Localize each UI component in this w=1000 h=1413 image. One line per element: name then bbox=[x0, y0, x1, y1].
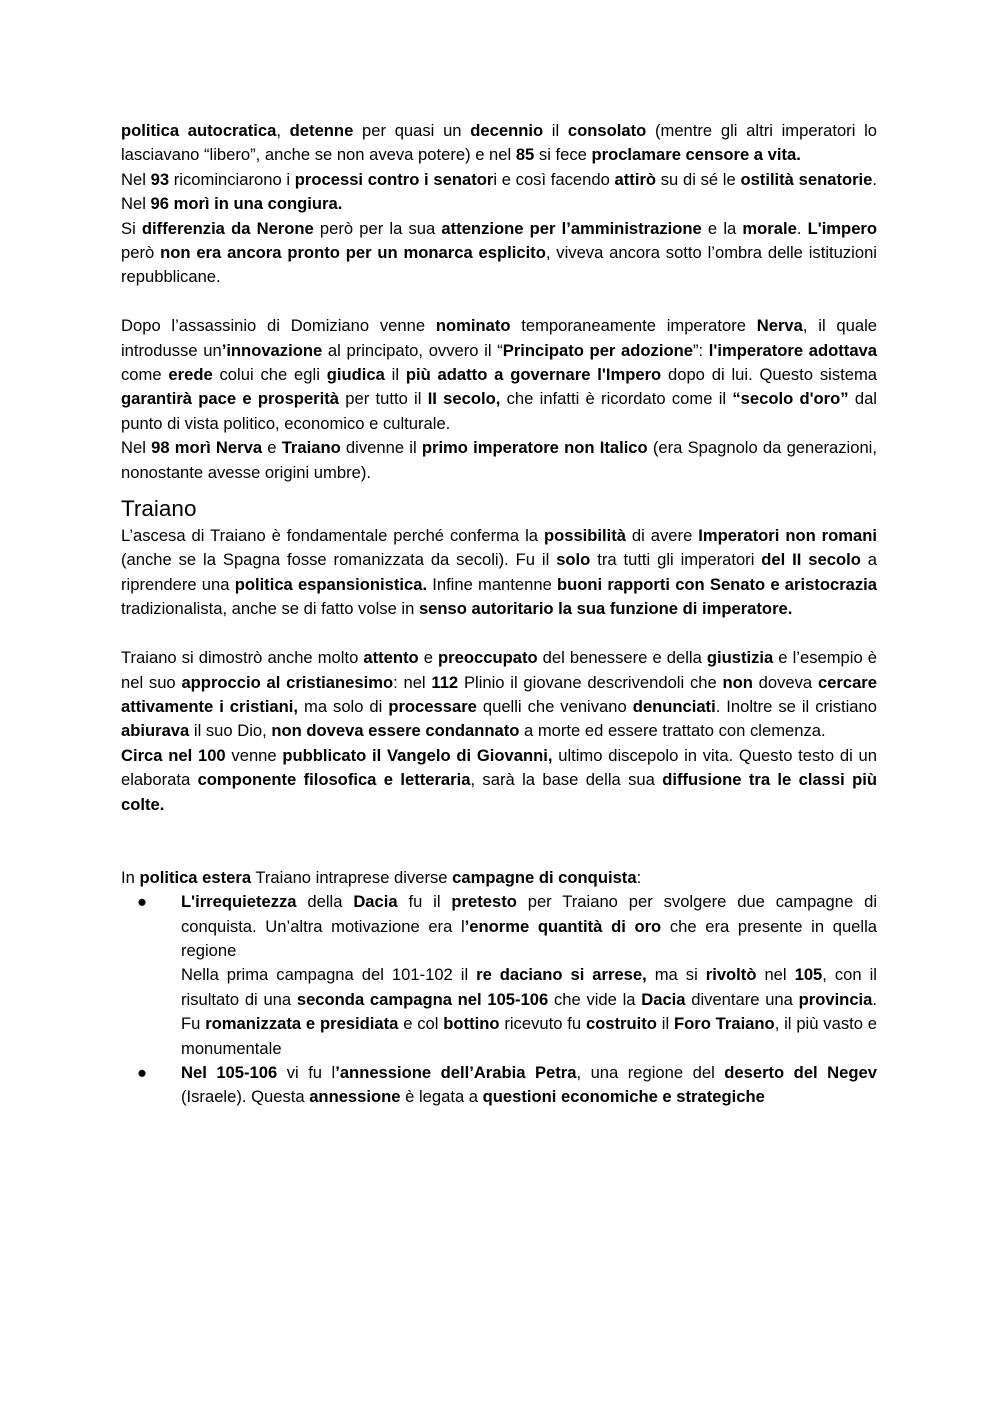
bold-text: pubblicato il Vangelo di Giovanni, bbox=[282, 745, 553, 765]
bold-text: non bbox=[722, 672, 753, 692]
paragraph bbox=[121, 866, 877, 890]
text: divenne il bbox=[340, 438, 422, 458]
bold-text: re daciano si arrese, bbox=[476, 965, 647, 985]
bold-text: deserto del Negev bbox=[724, 1062, 877, 1082]
text: . bbox=[796, 218, 808, 238]
text: e bbox=[262, 438, 282, 458]
bold-text: attento bbox=[363, 648, 419, 668]
document-body bbox=[121, 119, 877, 1110]
bold-text: politica autocratica bbox=[121, 121, 277, 140]
text: che era presente in quella regione bbox=[181, 916, 877, 960]
text: venne bbox=[225, 745, 283, 765]
bold-text: L'impero bbox=[807, 218, 878, 238]
bold-text: approccio al cristianesimo bbox=[181, 672, 394, 692]
text: al principato, ovvero il “ bbox=[322, 340, 503, 360]
bold-text: preoccupato bbox=[438, 648, 538, 668]
spacer bbox=[121, 290, 877, 314]
bold-text: romanizzata e presidiata bbox=[205, 1014, 399, 1034]
bold-text: Foro Traiano bbox=[673, 1014, 775, 1034]
bold-text: senso autoritario la sua funzione di imperatore. bbox=[418, 599, 793, 619]
text: ricevuto fu bbox=[499, 1014, 586, 1034]
bold-text: processi contro i senator bbox=[294, 169, 494, 189]
text: Traiano si dimostrò anche molto bbox=[121, 648, 364, 668]
bold-text: nominato bbox=[435, 316, 511, 336]
text: il bbox=[543, 121, 568, 140]
text: (era Spagnolo da generazioni, nonostante avesse origini umbre). bbox=[121, 438, 877, 482]
text: per Traiano per svolgere due campagne di conquista. Un’altra motivazione era l bbox=[181, 892, 877, 936]
paragraph bbox=[121, 524, 877, 622]
paragraph bbox=[121, 119, 877, 168]
bullet-list bbox=[121, 890, 877, 1110]
text: Infine mantenne bbox=[427, 574, 557, 594]
text: doveva bbox=[752, 672, 818, 692]
bold-text: cercare attivamente i cristiani, bbox=[121, 672, 877, 716]
section-heading: Traiano bbox=[121, 496, 197, 522]
bold-text: “secolo d'oro” bbox=[732, 389, 849, 409]
bold-text: non doveva essere condannato bbox=[271, 721, 520, 741]
bold-text: componente filosofica e letteraria bbox=[197, 770, 471, 790]
text: , sarà la base della sua bbox=[470, 770, 663, 790]
list-item-text bbox=[181, 890, 877, 963]
bold-text: processare bbox=[388, 696, 477, 716]
text: però bbox=[121, 243, 161, 263]
text: del benessere e della bbox=[537, 648, 707, 668]
bold-text: Traiano bbox=[281, 438, 341, 458]
text: il bbox=[656, 1014, 674, 1034]
paragraph bbox=[121, 217, 877, 290]
text: ma solo di bbox=[298, 696, 389, 716]
bold-text: giustizia bbox=[706, 648, 774, 668]
text: vi fu l bbox=[277, 1062, 336, 1082]
bold-text: campagne di conquista bbox=[452, 867, 637, 887]
bold-text: Dacia bbox=[641, 989, 686, 1009]
text: e col bbox=[398, 1014, 444, 1034]
bullet-icon: ● bbox=[137, 892, 148, 912]
text: su di sé le bbox=[656, 169, 741, 189]
text: , viveva ancora sotto l’ombra delle istituzioni repubblicane. bbox=[121, 243, 877, 287]
text: diventare una bbox=[685, 989, 799, 1009]
text: i e così facendo bbox=[493, 169, 615, 189]
text: . Fu bbox=[181, 989, 878, 1034]
text: (mentre gli altri imperatori lo lasciavano “libero”, anche se non aveva potere) e nel bbox=[121, 121, 878, 165]
text: Nel bbox=[121, 169, 151, 189]
bold-text: Circa nel 100 bbox=[121, 745, 226, 765]
text: . Inoltre se il cristiano bbox=[715, 696, 877, 716]
text: : nel bbox=[393, 672, 432, 692]
text: è legata a bbox=[400, 1087, 483, 1107]
bold-text: ’innovazione bbox=[221, 340, 323, 360]
paragraph bbox=[121, 436, 877, 485]
text: il suo Dio, bbox=[189, 721, 272, 741]
text: tra tutti gli imperatori bbox=[590, 550, 762, 570]
bold-text: ostilità senatorie bbox=[740, 169, 873, 189]
text: Si bbox=[121, 218, 142, 238]
bold-text: Dacia bbox=[353, 892, 398, 912]
text: . Nel bbox=[121, 169, 878, 214]
list-item-text bbox=[181, 963, 877, 1061]
bold-text: provincia bbox=[798, 989, 873, 1009]
text: per quasi un bbox=[353, 121, 471, 140]
text: (anche se la Spagna fosse romanizzata da secoli). Fu il bbox=[121, 550, 557, 570]
bold-text: politica espansionistica. bbox=[234, 574, 428, 594]
bold-text: politica estera bbox=[139, 867, 252, 887]
bold-text: differenzia da Nerone bbox=[141, 218, 314, 238]
bold-text: più adatto a governare l'Impero bbox=[405, 365, 662, 385]
text: a morte ed essere trattato con clemenza. bbox=[519, 721, 826, 741]
text: di avere bbox=[626, 526, 699, 546]
bold-text: diffusione tra le classi più colte. bbox=[121, 770, 877, 814]
text: Nella prima campagna del 101-102 il bbox=[181, 965, 477, 985]
bold-text: 93 bbox=[150, 169, 170, 189]
list-item-text bbox=[181, 1061, 877, 1110]
paragraph bbox=[121, 168, 877, 217]
text: Nel bbox=[121, 438, 152, 458]
bold-text: solo bbox=[556, 550, 591, 570]
text: Plinio il giovane descrivendoli che bbox=[458, 672, 723, 692]
bold-text: annessione bbox=[309, 1087, 401, 1107]
text: ma si bbox=[646, 965, 706, 985]
bold-text: Imperatori non romani bbox=[698, 526, 877, 546]
bold-text: seconda campagna nel 105-106 bbox=[296, 989, 549, 1009]
text: nel bbox=[756, 965, 795, 985]
bold-text: pretesto bbox=[451, 892, 517, 912]
text: Traiano intraprese diverse bbox=[251, 867, 453, 887]
text: Dopo l’assassinio di Domiziano venne bbox=[121, 316, 436, 336]
bold-text: Nerva bbox=[756, 316, 803, 336]
text: , con il risultato di una bbox=[181, 965, 877, 1009]
text: a riprendere una bbox=[121, 550, 877, 594]
bold-text: erede bbox=[168, 365, 213, 385]
text: il bbox=[384, 365, 406, 385]
text: come bbox=[121, 365, 169, 385]
text: quelli che venivano bbox=[476, 696, 633, 716]
bold-text: buoni rapporti con Senato e aristocrazia bbox=[557, 574, 878, 594]
text: e bbox=[418, 648, 439, 668]
spacer bbox=[121, 817, 877, 866]
text: però per la sua bbox=[313, 218, 442, 238]
bold-text: del II secolo bbox=[761, 550, 861, 570]
bold-text: proclamare censore a vita. bbox=[591, 145, 801, 165]
text: , il più vasto e monumentale bbox=[181, 1014, 878, 1058]
text: dopo di lui. Questo sistema bbox=[661, 365, 878, 385]
bold-text: II secolo, bbox=[427, 389, 501, 409]
bold-text: costruito bbox=[585, 1014, 657, 1034]
bold-text: detenne bbox=[289, 121, 354, 140]
text: ”: bbox=[692, 340, 709, 360]
bold-text: questioni economiche e strategiche bbox=[482, 1087, 765, 1107]
bold-text: 98 morì Nerva bbox=[151, 438, 263, 458]
text: e la bbox=[701, 218, 743, 238]
bold-text: l'imperatore adottava bbox=[708, 340, 878, 360]
spacer bbox=[121, 622, 877, 646]
bold-text: non era ancora pronto per un monarca esplicito bbox=[160, 243, 546, 263]
text: , bbox=[276, 121, 290, 140]
text: si fece bbox=[534, 145, 592, 165]
text: tradizionalista, anche se di fatto volse in bbox=[121, 599, 419, 619]
bold-text: decennio bbox=[470, 121, 544, 140]
text: che infatti è ricordato come il bbox=[500, 389, 733, 409]
bold-text: attirò bbox=[614, 169, 657, 189]
text: che vide la bbox=[548, 989, 642, 1009]
bold-text: attenzione per l’amministrazione bbox=[441, 218, 702, 238]
text: (Israele). Questa bbox=[181, 1087, 310, 1107]
text: della bbox=[296, 892, 354, 912]
text: temporaneamente imperatore bbox=[510, 316, 757, 336]
bold-text: 112 bbox=[431, 672, 459, 692]
text: In bbox=[121, 867, 140, 887]
text: : bbox=[636, 867, 642, 887]
text: L’ascesa di Traiano è fondamentale perché conferma la bbox=[121, 526, 544, 546]
paragraph bbox=[121, 314, 877, 436]
text: ricominciarono i bbox=[169, 169, 295, 189]
paragraph bbox=[121, 646, 877, 744]
bold-text: ’enorme quantità di oro bbox=[464, 916, 662, 936]
bold-text: giudica bbox=[326, 365, 385, 385]
bold-text: possibilità bbox=[543, 526, 626, 546]
bold-text: 105 bbox=[794, 965, 823, 985]
bold-text: consolato bbox=[567, 121, 647, 140]
text: , una regione del bbox=[576, 1062, 725, 1082]
text: colui che egli bbox=[212, 365, 327, 385]
bold-text: 96 morì in una congiura. bbox=[150, 194, 343, 214]
bold-text: L'irrequietezza bbox=[181, 892, 297, 912]
bold-text: primo imperatore non Italico bbox=[421, 438, 648, 458]
bold-text: morale bbox=[742, 218, 797, 238]
bold-text: garantirà pace e prosperità bbox=[121, 389, 339, 409]
bold-text: rivoltò bbox=[705, 965, 757, 985]
text: fu il bbox=[397, 892, 452, 912]
list-item bbox=[121, 1061, 877, 1110]
bold-text: denunciati bbox=[632, 696, 716, 716]
text: per tutto il bbox=[339, 389, 428, 409]
text: dal punto di vista politico, economico e culturale. bbox=[121, 389, 877, 433]
text: , il quale introdusse un bbox=[121, 316, 878, 360]
bold-text: bottino bbox=[443, 1014, 500, 1034]
bold-text: abiurava bbox=[121, 721, 190, 741]
bold-text: Nel 105-106 bbox=[181, 1062, 278, 1082]
bold-text: Principato per adozione bbox=[502, 340, 693, 360]
text: e l’esempio è nel suo bbox=[121, 648, 877, 692]
bold-text: ’annessione dell’Arabia Petra bbox=[335, 1062, 577, 1082]
paragraph bbox=[121, 744, 877, 817]
list-item bbox=[121, 890, 877, 1061]
text: ultimo discepolo in vita. Questo testo di un elaborata bbox=[121, 745, 878, 790]
bold-text: 85 bbox=[515, 145, 535, 165]
bullet-icon: ● bbox=[137, 1062, 148, 1082]
